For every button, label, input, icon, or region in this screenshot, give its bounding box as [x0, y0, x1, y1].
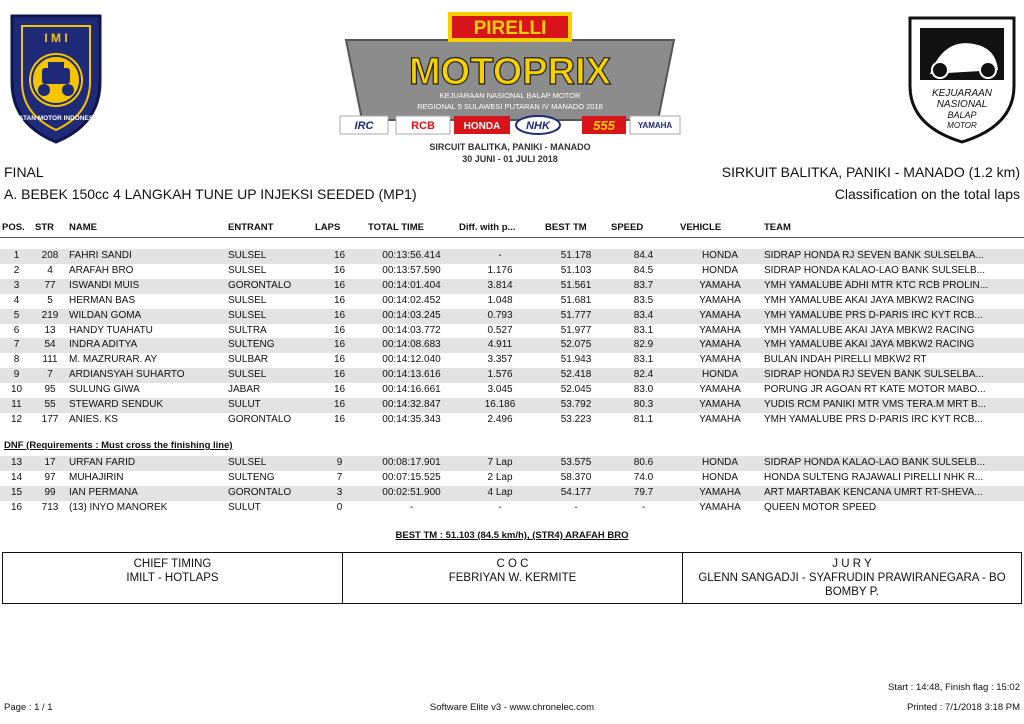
cell-vehicle: HONDA — [701, 264, 739, 276]
cell-diff: - — [457, 249, 543, 264]
cell-total-time: 00:14:13.616 — [366, 368, 457, 383]
page-number: Page : 1 / 1 — [4, 702, 53, 713]
chief-timing-name: IMILT - HOTLAPS — [126, 572, 219, 584]
table-row — [0, 338, 1024, 353]
sponsor-555: 555 — [593, 118, 615, 133]
cell-laps: 16 — [333, 264, 346, 276]
cell-laps: 3 — [313, 486, 366, 501]
cell-str: 177 — [41, 413, 59, 425]
cell-team: YMH YAMALUBE AKAI JAYA MBKW2 RACING — [764, 294, 975, 306]
cell-vehicle: YAMAHA — [699, 501, 741, 513]
cell-vehicle: YAMAHA — [678, 486, 762, 501]
printed-timestamp: Printed : 7/1/2018 3:18 PM — [906, 702, 1020, 713]
cell-str: 4 — [47, 264, 53, 276]
table-row — [0, 353, 1024, 368]
cell-total-time: 00:14:35.343 — [382, 413, 441, 425]
cell-vehicle: YAMAHA — [699, 384, 741, 396]
cell-pos: 3 — [0, 279, 33, 294]
cell-laps: 9 — [313, 456, 366, 471]
cell-vehicle: YAMAHA — [699, 413, 741, 425]
table-row — [0, 413, 1024, 428]
dnf-body — [0, 456, 1024, 516]
cell-name: HANDY TUAHATU — [69, 324, 153, 336]
imi-logo-icon — [4, 12, 108, 146]
cell-vehicle: YAMAHA — [699, 294, 741, 306]
cell-speed: 74.0 — [633, 471, 654, 483]
cell-name: SULUNG GIWA — [69, 384, 140, 396]
cell-str: 713 — [41, 501, 59, 513]
sponsor-honda: HONDA — [463, 121, 501, 132]
table-row — [0, 309, 1024, 324]
cell-speed: 83.4 — [609, 309, 678, 324]
motoprix-subtitle-1: KEJUARAAN NASIONAL BALAP MOTOR — [439, 91, 581, 100]
dnf-title: DNF (Requirements : Must cross the finishing line) — [4, 440, 233, 451]
cell-laps: 16 — [333, 354, 346, 366]
cell-entrant: SULUT — [226, 398, 313, 413]
cell-name: M. MAZRURAR. AY — [69, 354, 158, 366]
cell-speed: 83.1 — [633, 354, 654, 366]
cell-name: IAN PERMANA — [67, 486, 226, 501]
cell-diff: 1.048 — [487, 294, 513, 306]
col-name: NAME — [69, 221, 97, 233]
table-row — [0, 383, 1024, 398]
cell-entrant: GORONTALO — [228, 413, 292, 425]
col-best-tm: BEST TM — [545, 221, 587, 233]
cell-best-tm: 53.223 — [560, 413, 592, 425]
kejurnas-line-2: NASIONAL — [936, 99, 988, 110]
dnf-table — [0, 456, 1024, 516]
cell-vehicle: HONDA — [701, 471, 739, 483]
cell-pos: 4 — [13, 294, 20, 306]
cell-speed: 83.7 — [609, 279, 678, 294]
sponsor-nhk: NHK — [526, 120, 550, 132]
cell-vehicle: HONDA — [678, 249, 762, 264]
cell-vehicle: YAMAHA — [678, 309, 762, 324]
cell-str: 97 — [44, 471, 56, 483]
cell-diff: 3.814 — [457, 279, 543, 294]
software-credit: Software Elite v3 - www.chronelec.com — [429, 702, 595, 713]
cell-entrant: SULTRA — [228, 324, 267, 336]
cell-team: SIDRAP HONDA KALAO-LAO BANK SULSELB... — [764, 264, 986, 276]
cell-team: PORUNG JR AGOAN RT KATE MOTOR MABO... — [764, 384, 986, 396]
cell-str: 208 — [33, 249, 67, 264]
cell-diff: 2 Lap — [487, 471, 513, 483]
cell-name: INDRA ADITYA — [67, 338, 226, 353]
cell-laps: 16 — [333, 324, 346, 336]
cell-pos: 1 — [0, 249, 33, 264]
table-row — [0, 264, 1024, 279]
cell-vehicle: YAMAHA — [678, 398, 762, 413]
cell-speed: 79.7 — [609, 486, 678, 501]
cell-laps: 16 — [333, 294, 346, 306]
cell-diff: 7 Lap — [457, 456, 543, 471]
cell-team: YUDIS RCM PANIKI MTR VMS TERA.M MRT B... — [762, 398, 1024, 413]
cell-pos: 6 — [13, 324, 20, 336]
cell-total-time: 00:13:57.590 — [382, 264, 441, 276]
cell-str: 95 — [44, 384, 56, 396]
col-laps: LAPS — [315, 221, 341, 233]
spacer-row — [0, 237, 1024, 249]
cell-str: 77 — [33, 279, 67, 294]
cell-vehicle: YAMAHA — [699, 324, 741, 336]
cell-pos: 14 — [10, 471, 23, 483]
results-header-row — [0, 220, 1024, 237]
col-vehicle: VEHICLE — [680, 221, 722, 233]
sponsor-rcb: RCB — [411, 120, 435, 132]
cell-total-time: - — [409, 501, 414, 513]
table-row — [0, 279, 1024, 294]
cell-vehicle: YAMAHA — [678, 338, 762, 353]
cell-pos: 5 — [0, 309, 33, 324]
cell-name: ARDIANSYAH SUHARTO — [67, 368, 226, 383]
cell-pos: 15 — [0, 486, 33, 501]
motoprix-logo — [338, 10, 682, 170]
kejurnas-logo-icon — [904, 14, 1020, 144]
col-total-time: TOTAL TIME — [368, 221, 424, 233]
cell-pos: 16 — [10, 501, 23, 513]
pirelli-brand-text: PIRELLI — [473, 18, 547, 39]
cell-diff: 2.496 — [487, 413, 513, 425]
cell-best-tm: 53.792 — [543, 398, 609, 413]
cell-speed: 84.5 — [633, 264, 654, 276]
cell-entrant: SULSEL — [226, 456, 313, 471]
cell-entrant: SULUT — [228, 501, 261, 513]
cell-name: STEWARD SENDUK — [67, 398, 226, 413]
cell-name: ARAFAH BRO — [69, 264, 134, 276]
cell-pos: 13 — [0, 456, 33, 471]
cell-pos: 12 — [10, 413, 23, 425]
cell-diff: 4 Lap — [457, 486, 543, 501]
cell-name: WILDAN GOMA — [67, 309, 226, 324]
cell-str: 17 — [33, 456, 67, 471]
cell-best-tm: - — [574, 501, 578, 513]
coc-cell — [343, 553, 683, 603]
cell-speed: 80.6 — [609, 456, 678, 471]
cell-diff: 4.911 — [457, 338, 543, 353]
cell-team: QUEEN MOTOR SPEED — [764, 501, 877, 513]
cell-team: ART MARTABAK KENCANA UMRT RT-SHEVA... — [762, 486, 1024, 501]
dnf-row — [0, 486, 1024, 501]
cell-team: YMH YAMALUBE PRS D-PARIS IRC KYT RCB... — [762, 309, 1024, 324]
cell-laps: 7 — [336, 471, 343, 483]
cell-vehicle: HONDA — [678, 368, 762, 383]
cell-speed: 83.5 — [633, 294, 654, 306]
cell-team: SIDRAP HONDA RJ SEVEN BANK SULSELBA... — [762, 249, 1024, 264]
cell-name: (13) INYO MANOREK — [69, 501, 168, 513]
cell-pos: 8 — [13, 354, 20, 366]
cell-str: 99 — [33, 486, 67, 501]
motoprix-subtitle-2: REGIONAL 5 SULAWESI PUTARAN IV MANADO 2018 — [417, 102, 603, 111]
cell-speed: 83.1 — [633, 324, 654, 336]
table-row — [0, 368, 1024, 383]
cell-entrant: SULSEL — [228, 264, 267, 276]
cell-entrant: SULTENG — [228, 471, 275, 483]
table-row — [0, 398, 1024, 413]
coc-name: FEBRIYAN W. KERMITE — [448, 572, 577, 584]
cell-pos: 11 — [0, 398, 33, 413]
dnf-row — [0, 471, 1024, 486]
cell-total-time: 00:07:15.525 — [382, 471, 441, 483]
cell-total-time: 00:14:12.040 — [382, 354, 441, 366]
sponsor-yamaha: YAMAHA — [637, 121, 673, 130]
cell-best-tm: 53.575 — [543, 456, 609, 471]
cell-total-time: 00:14:08.683 — [366, 338, 457, 353]
cell-str: 13 — [44, 324, 56, 336]
imi-logo — [4, 12, 108, 146]
cell-vehicle: HONDA — [678, 456, 762, 471]
cell-best-tm: 52.075 — [543, 338, 609, 353]
cell-entrant: SULTENG — [226, 338, 313, 353]
cell-speed: 82.9 — [609, 338, 678, 353]
cell-total-time: 00:14:03.245 — [366, 309, 457, 324]
col-diff: Diff. with p... — [459, 221, 516, 233]
cell-entrant: GORONTALO — [226, 279, 313, 294]
cell-speed: 83.0 — [633, 384, 654, 396]
dnf-row — [0, 501, 1024, 516]
jury-cell — [683, 553, 1021, 603]
motoprix-title-text: MOTOPRIX — [409, 51, 611, 93]
cell-entrant: SULSEL — [228, 294, 267, 306]
col-team: TEAM — [764, 221, 791, 233]
cell-laps: 16 — [313, 249, 366, 264]
results-table — [0, 220, 1024, 428]
cell-best-tm: 58.370 — [560, 471, 592, 483]
start-finish-times: Start : 14:48, Finish flag : 15:02 — [887, 682, 1020, 693]
cell-name: ISWANDI MUIS — [67, 279, 226, 294]
cell-laps: 16 — [333, 413, 346, 425]
cell-diff: 0.793 — [457, 309, 543, 324]
cell-str: 111 — [42, 354, 58, 366]
kejurnas-logo — [904, 14, 1020, 144]
cell-pos: 10 — [10, 384, 23, 396]
cell-entrant: JABAR — [228, 384, 261, 396]
cell-team: YMH YAMALUBE AKAI JAYA MBKW2 RACING — [762, 338, 1024, 353]
cell-diff: 1.176 — [487, 264, 513, 276]
cell-str: 7 — [33, 368, 67, 383]
col-speed: SPEED — [611, 221, 644, 233]
cell-team: YMH YAMALUBE AKAI JAYA MBKW2 RACING — [764, 324, 975, 336]
cell-team: SIDRAP HONDA RJ SEVEN BANK SULSELBA... — [762, 368, 1024, 383]
cell-speed: 80.3 — [609, 398, 678, 413]
cell-team: HONDA SULTENG RAJAWALI PIRELLI NHK R... — [764, 471, 984, 483]
cell-entrant: SULSEL — [226, 368, 313, 383]
table-row — [0, 324, 1024, 339]
cell-best-tm: 52.045 — [560, 384, 592, 396]
cell-diff: 1.576 — [457, 368, 543, 383]
cell-total-time: 00:14:03.772 — [382, 324, 441, 336]
cell-entrant: SULSEL — [226, 249, 313, 264]
cell-best-tm: 51.777 — [543, 309, 609, 324]
cell-total-time: 00:14:32.847 — [366, 398, 457, 413]
cell-diff: 0.527 — [487, 324, 513, 336]
cell-speed: 84.4 — [609, 249, 678, 264]
results-body — [0, 237, 1024, 428]
cell-laps: 16 — [333, 384, 346, 396]
chief-timing-title: CHIEF TIMING — [133, 558, 212, 570]
table-row — [0, 249, 1024, 264]
imi-top-text: I M I — [44, 31, 68, 45]
race-class-title: A. BEBEK 150cc 4 LANGKAH TUNE UP INJEKSI SEEDED (MP1) — [4, 186, 417, 202]
cell-total-time: 00:14:16.661 — [382, 384, 441, 396]
signature-box — [2, 552, 1022, 604]
cell-speed: 81.1 — [633, 413, 654, 425]
session-label: FINAL — [4, 164, 44, 180]
cell-best-tm: 54.177 — [543, 486, 609, 501]
cell-name: URFAN FARID — [67, 456, 226, 471]
cell-str: 55 — [33, 398, 67, 413]
cell-vehicle: YAMAHA — [678, 279, 762, 294]
cell-total-time: 00:13:56.414 — [366, 249, 457, 264]
cell-entrant: SULBAR — [228, 354, 269, 366]
cell-best-tm: 52.418 — [543, 368, 609, 383]
cell-best-tm: 51.103 — [560, 264, 592, 276]
jury-names-line-2: BOMBY P. — [825, 586, 879, 598]
cell-total-time: 00:02:51.900 — [366, 486, 457, 501]
imi-ring-text: IKATAN MOTOR INDONESIA — [12, 115, 100, 122]
cell-entrant: GORONTALO — [226, 486, 313, 501]
coc-title: C O C — [496, 558, 529, 570]
cell-name: ANIES. KS — [69, 413, 118, 425]
cell-diff: 3.045 — [487, 384, 513, 396]
cell-best-tm: 51.943 — [560, 354, 592, 366]
venue-line-1: SIRCUIT BALITKA, PANIKI - MANADO — [429, 142, 591, 152]
cell-laps: 16 — [313, 338, 366, 353]
venue-line-2: 30 JUNI - 01 JULI 2018 — [462, 154, 558, 164]
cell-team: YMH YAMALUBE PRS D-PARIS IRC KYT RCB... — [764, 413, 983, 425]
cell-team: BULAN INDAH PIRELLI MBKW2 RT — [764, 354, 927, 366]
cell-speed: 82.4 — [609, 368, 678, 383]
col-entrant: ENTRANT — [228, 221, 274, 233]
cell-str: 219 — [33, 309, 67, 324]
cell-total-time: 00:14:01.404 — [366, 279, 457, 294]
cell-best-tm: 51.178 — [543, 249, 609, 264]
cell-laps: 16 — [313, 368, 366, 383]
cell-speed: - — [641, 501, 646, 513]
cell-laps: 16 — [313, 309, 366, 324]
cell-name: MUHAJIRIN — [69, 471, 124, 483]
col-pos: POS. — [2, 221, 25, 233]
cell-diff: 16.186 — [457, 398, 543, 413]
col-str: STR — [35, 221, 54, 233]
cell-team: YMH YAMALUBE ADHI MTR KTC RCB PROLIN... — [762, 279, 1024, 294]
dnf-row — [0, 456, 1024, 471]
cell-entrant: SULSEL — [226, 309, 313, 324]
cell-best-tm: 51.977 — [560, 324, 592, 336]
cell-str: 5 — [47, 294, 53, 306]
cell-total-time: 00:14:02.452 — [382, 294, 441, 306]
pirelli-motoprix-logo-icon — [338, 10, 682, 170]
kejurnas-line-3: BALAP — [947, 110, 977, 120]
sponsor-irc: IRC — [354, 120, 374, 132]
cell-pos: 9 — [0, 368, 33, 383]
cell-team: SIDRAP HONDA KALAO-LAO BANK SULSELB... — [762, 456, 1024, 471]
chief-timing-cell — [3, 553, 343, 603]
cell-total-time: 00:08:17.901 — [366, 456, 457, 471]
circuit-label: SIRKUIT BALITKA, PANIKI - MANADO (1.2 km) — [721, 164, 1020, 180]
cell-diff: 3.357 — [487, 354, 513, 366]
cell-laps: 16 — [313, 279, 366, 294]
best-lap-summary: BEST TM : 51.103 (84.5 km/h), (STR4) ARAFAH BRO — [395, 530, 629, 541]
cell-str: 54 — [33, 338, 67, 353]
jury-title: J U R Y — [832, 558, 872, 570]
cell-name: FAHRI SANDI — [67, 249, 226, 264]
cell-name: HERMAN BAS — [69, 294, 136, 306]
cell-pos: 7 — [0, 338, 33, 353]
kejurnas-line-4: MOTOR — [947, 121, 977, 130]
cell-pos: 2 — [13, 264, 20, 276]
cell-laps: 16 — [313, 398, 366, 413]
table-row — [0, 294, 1024, 309]
cell-best-tm: 51.681 — [560, 294, 592, 306]
kejurnas-line-1: KEJUARAAN — [931, 88, 993, 99]
classification-label: Classification on the total laps — [834, 186, 1020, 202]
cell-laps: 0 — [336, 501, 343, 513]
cell-best-tm: 51.561 — [543, 279, 609, 294]
cell-diff: - — [498, 501, 502, 513]
jury-names-line-1: GLENN SANGADJI - SYAFRUDIN PRAWIRANEGARA - BO — [698, 572, 1006, 584]
cell-vehicle: YAMAHA — [699, 354, 741, 366]
